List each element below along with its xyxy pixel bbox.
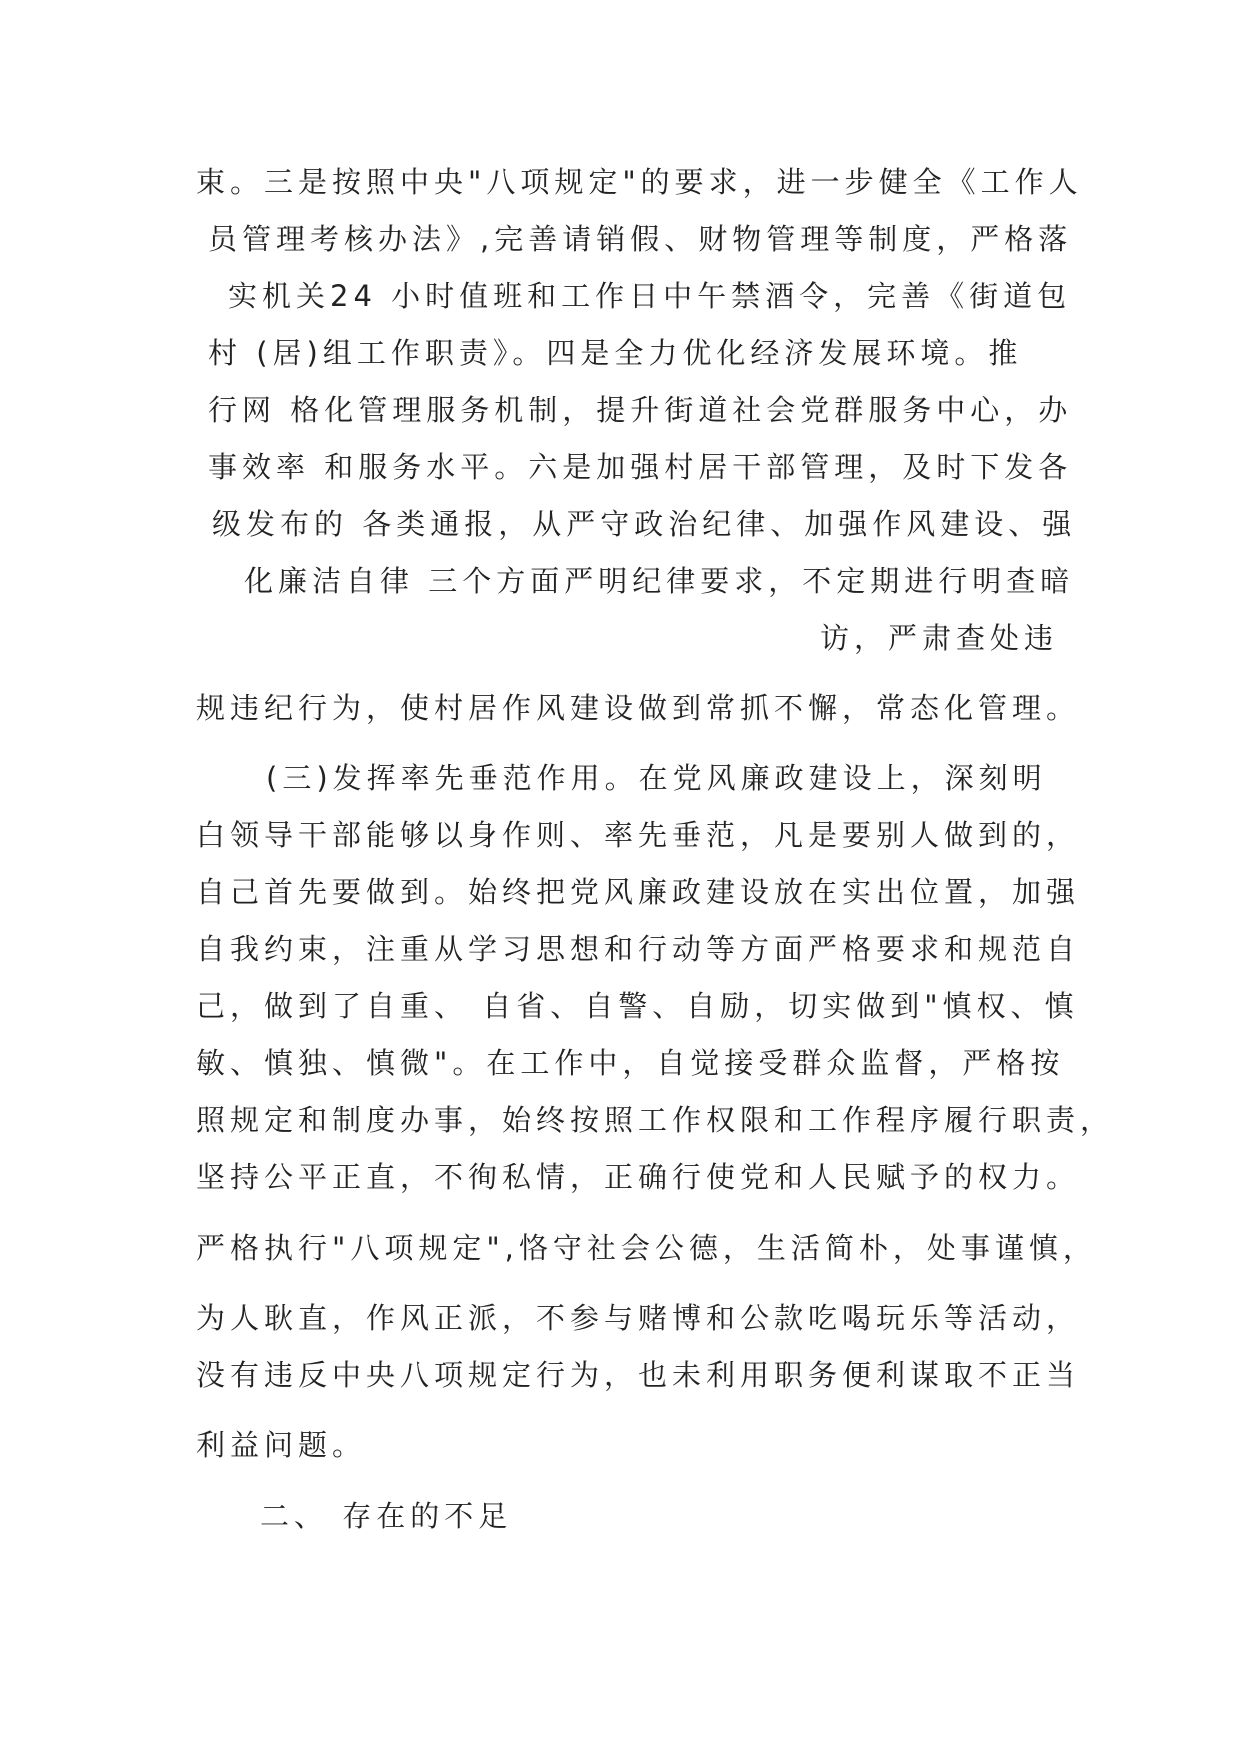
text-line-6: 事效率 和服务水平。六是加强村居干部管理，及时下发各 [208, 450, 1073, 484]
text-line-16: 敏、慎独、慎微"。在工作中，自觉接受群众监督，严格按 [196, 1046, 1065, 1080]
text-line-13: 自己首先要做到。始终把党风廉政建设放在实出位置，加强 [196, 875, 1081, 909]
text-line-9: 访，严肃查处违 [820, 621, 1059, 655]
text-line-1: 束。三是按照中央"八项规定"的要求，进一步健全《工作人 [196, 165, 1083, 199]
text-line-19: 严格执行"八项规定",恪守社会公德，生活简朴，处事谨慎， [196, 1231, 1097, 1265]
text-line-22: 利益问题。 [196, 1428, 367, 1462]
text-line-12: 白领导干部能够以身作则、率先垂范，凡是要别人做到的， [196, 818, 1081, 852]
text-line-11: (三)发挥率先垂范作用。在党风廉政建设上，深刻明 [266, 761, 1047, 795]
text-line-8: 化廉洁自律 三个方面严明纪律要求，不定期进行明查暗 [244, 564, 1075, 598]
text-line-7: 级发布的 各类通报，从严守政治纪律、加强作风建设、强 [212, 507, 1077, 541]
text-line-3: 实机关24 小时值班和工作日中午禁酒令，完善《街道包 [228, 279, 1072, 313]
section-heading: 二、 存在的不足 [260, 1499, 513, 1533]
text-line-4: 村 (居)组工作职责》。四是全力优化经济发展环境。推 [208, 336, 1023, 370]
text-line-5: 行网 格化管理服务机制，提升街道社会党群服务中心，办 [208, 393, 1073, 427]
text-line-2: 员管理考核办法》,完善请销假、财物管理等制度，严格落 [208, 222, 1073, 256]
text-line-18: 坚持公平正直，不徇私情，正确行使党和人民赋予的权力。 [196, 1160, 1081, 1194]
text-line-14: 自我约束，注重从学习思想和行动等方面严格要求和规范自 [196, 932, 1081, 966]
text-line-17: 照规定和制度办事，始终按照工作权限和工作程序履行职责， [196, 1103, 1115, 1137]
text-line-15: 己，做到了自重、 自省、自警、自励，切实做到"慎权、慎 [196, 989, 1079, 1023]
text-line-20: 为人耿直，作风正派，不参与赌博和公款吃喝玩乐等活动， [196, 1301, 1081, 1335]
text-line-10: 规违纪行为，使村居作风建设做到常抓不懈，常态化管理。 [196, 691, 1081, 725]
text-line-21: 没有违反中央八项规定行为，也未利用职务便利谋取不正当 [196, 1358, 1081, 1392]
